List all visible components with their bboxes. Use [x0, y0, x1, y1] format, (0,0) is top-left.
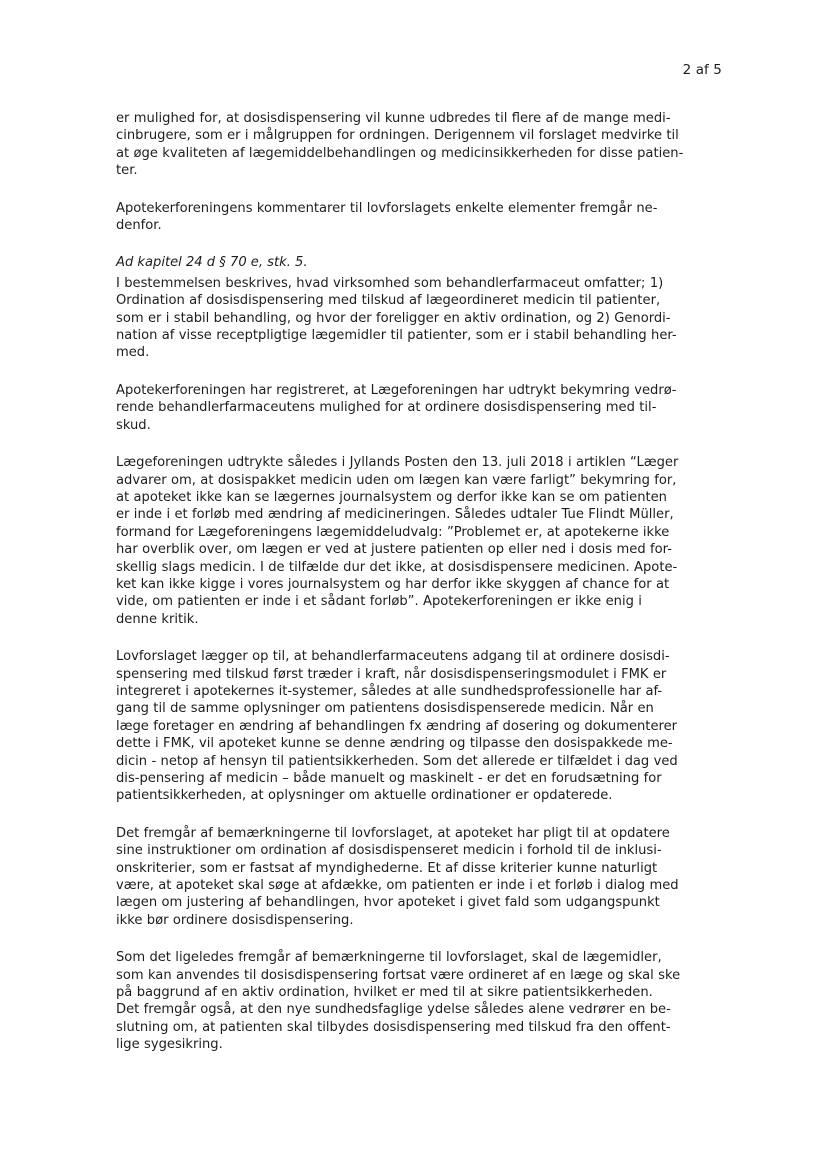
text-line: dette i FMK, vil apoteket kunne se denne ændring og tilpasse den dosispakkede me-	[116, 736, 673, 752]
text-line: I bestemmelsen beskrives, hvad virksomhed som behandlerfarmaceut omfatter; 1)	[116, 275, 664, 291]
text-line: advarer om, at dosispakket medicin uden om lægen kan være farligt” bekymring for,	[116, 472, 677, 488]
text-line: sine instruktioner om ordination af dosisdispenseret medicin i forhold til de inklusi-	[116, 843, 662, 859]
text-line: denfor.	[116, 218, 162, 234]
text-line: nation af visse receptpligtige lægemidler til patienter, som er i stabil behandling her-	[116, 328, 677, 344]
text-line: dis-pensering af medicin – både manuelt og maskinelt - er det en forudsætning for	[116, 771, 662, 786]
section-heading: Ad kapitel 24 d § 70 e, stk. 5.	[116, 255, 308, 271]
text-line: at apoteket ikke kan se lægernes journalsystem og derfor ikke kan se om patienten	[116, 489, 667, 505]
text-line: gang til de samme oplysninger om patientens dosisdispenserede medicin. Når en	[116, 701, 654, 717]
text-line: slutning om, at patienten skal tilbydes dosisdispensering med tilskud fra den offent-	[116, 1019, 671, 1035]
text-line: har overblik over, om lægen er ved at justere patienten op eller ned i dosis med for-	[116, 542, 672, 558]
text-line: patientsikkerheden, at oplysninger om aktuelle ordinationer er opdaterede.	[116, 788, 613, 804]
text-line: lige sygesikring.	[116, 1037, 223, 1053]
text-line: skud.	[116, 417, 151, 433]
text-line: som er i stabil behandling, og hvor der foreligger en aktiv ordination, og 2) Genordi-	[116, 310, 671, 326]
text-line: er inde i et forløb med ændring af medicineringen. Således udtaler Tue Flindt Müller,	[116, 507, 674, 523]
text-line: Lægeforeningen udtrykte således i Jyllands Posten den 13. juli 2018 i artiklen “Læger	[116, 455, 679, 471]
text-line: Lovforslaget lægger op til, at behandlerfarmaceutens adgang til at ordinere dosisdi-	[116, 649, 670, 665]
text-line: formand for Lægeforeningens lægemiddeludvalg: ”Problemet er, at apotekerne ikke	[116, 524, 670, 540]
text-line: cinbrugere, som er i målgruppen for ordningen. Derigennem vil forslaget medvirke til	[116, 128, 679, 144]
text-line: være, at apoteket skal søge at afdække, om patienten er inde i et forløb i dialog med	[116, 878, 679, 894]
text-line: dicin - netop af hensyn til patientsikkerheden. Som det allerede er tilfældet i dag ved	[116, 753, 678, 769]
text-line: som kan anvendes til dosisdispensering fortsat være ordineret af en læge og skal ske	[116, 967, 681, 983]
paragraph-comments-intro	[116, 200, 726, 235]
page-number: 2 af 5	[682, 62, 722, 78]
text-line: med.	[116, 345, 150, 361]
text-line: ikke bør ordinere dosisdispensering.	[116, 912, 354, 928]
paragraph-concern	[116, 382, 726, 434]
text-line: Apotekerforeningen har registreret, at Lægeforeningen har udtrykt bekymring vedrø-	[116, 382, 677, 398]
paragraph-quote	[116, 454, 726, 628]
text-line: Som det ligeledes fremgår af bemærkningerne til lovforslaget, skal de lægemidler,	[116, 950, 662, 966]
text-line: læge foretager en ændring af behandlingen fx ændring af dosering og dokumenterer	[116, 718, 678, 734]
text-line: vide, om patienten er inde i et sådant forløb”. Apotekerforeningen er ikke enig i	[116, 594, 642, 610]
paragraph-intro-continuation	[116, 110, 726, 180]
text-line: at øge kvaliteten af lægemiddelbehandlingen og medicinsikkerheden for disse patien-	[116, 145, 684, 161]
text-line: på baggrund af en aktiv ordination, hvilket er med til at sikre patientsikkerheden.	[116, 985, 653, 1001]
text-line: onskriterier, som er fastsat af myndighederne. Et af disse kriterier kunne naturligt	[116, 860, 658, 876]
text-line: er mulighed for, at dosisdispensering vil kunne udbredes til flere af de mange medi-	[116, 111, 671, 126]
paragraph-remarks	[116, 949, 726, 1053]
text-line: ter.	[116, 163, 138, 179]
text-line: Apotekerforeningens kommentarer til lovforslagets enkelte elementer fremgår ne-	[116, 200, 658, 216]
text-line: rende behandlerfarmaceutens mulighed for at ordinere dosisdispensering med til-	[116, 400, 657, 416]
text-line: Ordination af dosisdispensering med tilskud af lægeordineret medicin til patienter,	[116, 293, 661, 309]
paragraph-fmk	[116, 648, 726, 805]
text-line: spensering med tilskud først træder i kraft, når dosisdispenseringsmodulet i FMK er	[116, 666, 667, 682]
paragraph-provision	[116, 275, 726, 362]
text-line: lægen om justering af behandlingen, hvor apoteket i givet fald som udgangspunkt	[116, 895, 660, 911]
text-line: Det fremgår af bemærkningerne til lovforslaget, at apoteket har pligt til at opdatere	[116, 825, 670, 841]
text-line: Det fremgår også, at den nye sundhedsfaglige ydelse således alene vedrører en be-	[116, 1002, 671, 1018]
document-body	[116, 110, 726, 1074]
text-line: denne kritik.	[116, 611, 199, 627]
text-line: skellig slags medicin. I de tilfælde dur det ikke, at dosisdispensere medicinen. Apote-	[116, 559, 678, 575]
text-line: ket kan ikke kigge i vores journalsystem og har derfor ikke skyggen af chance for at	[116, 576, 670, 592]
text-line: integreret i apotekernes it-systemer, således at alle sundhedsprofessionelle har af-	[116, 683, 663, 699]
paragraph-instructions	[116, 825, 726, 929]
